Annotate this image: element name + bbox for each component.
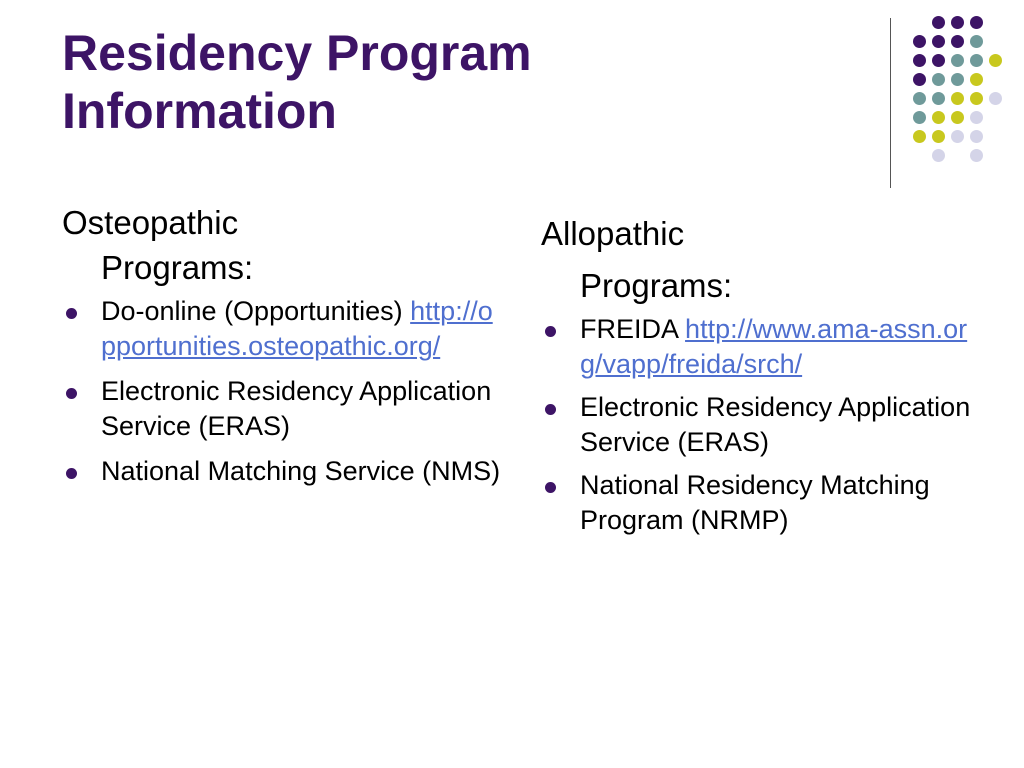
allopathic-heading xyxy=(541,208,981,312)
list-item-text: National Matching Service (NMS) xyxy=(101,456,501,486)
slide-title xyxy=(62,24,862,140)
decorative-dot xyxy=(951,92,964,105)
osteopathic-heading-line-2: Programs: xyxy=(101,249,254,286)
list-item xyxy=(62,294,502,364)
decorative-dot xyxy=(951,130,964,143)
decorative-dot xyxy=(932,54,945,67)
decorative-dot xyxy=(913,130,926,143)
decorative-dot xyxy=(951,54,964,67)
osteopathic-list xyxy=(62,294,502,489)
decorative-dot xyxy=(970,16,983,29)
decorative-dot xyxy=(932,130,945,143)
title-line-2: Information xyxy=(62,83,337,139)
bullet-icon xyxy=(66,468,77,479)
allopathic-column xyxy=(541,208,981,546)
decorative-dot xyxy=(932,111,945,124)
decorative-dot xyxy=(913,54,926,67)
osteopathic-column xyxy=(62,200,502,499)
list-item xyxy=(541,468,981,538)
osteopathic-heading xyxy=(62,200,502,290)
list-item xyxy=(62,454,502,489)
bullet-icon xyxy=(66,388,77,399)
list-item-text: Electronic Residency Application Service (ERAS) xyxy=(101,376,492,441)
decorative-dot xyxy=(970,149,983,162)
bullet-icon xyxy=(66,308,77,319)
decorative-dot xyxy=(989,92,1002,105)
list-item-text: National Residency Matching Program (NRMP) xyxy=(580,470,930,535)
list-item xyxy=(541,312,981,382)
freida-link[interactable]: http://www.ama-assn.org/vapp/freida/srch/ xyxy=(580,314,968,379)
decorative-dot xyxy=(951,73,964,86)
decorative-dot xyxy=(970,54,983,67)
decorative-dot xyxy=(951,35,964,48)
decorative-dot xyxy=(970,35,983,48)
title-divider xyxy=(890,18,891,188)
decorative-dot xyxy=(913,73,926,86)
decorative-dot xyxy=(913,111,926,124)
allopathic-heading-line-2: Programs: xyxy=(580,267,733,304)
osteopathic-heading-line-1: Osteopathic xyxy=(62,204,239,241)
decorative-dot xyxy=(951,111,964,124)
list-item xyxy=(62,374,502,444)
bullet-icon xyxy=(545,482,556,493)
decorative-dot xyxy=(932,35,945,48)
decorative-dot xyxy=(913,35,926,48)
opportunities-link[interactable]: http://opportunities.osteopathic.org/ xyxy=(101,296,493,361)
decorative-dot xyxy=(989,54,1002,67)
decorative-dot xyxy=(970,130,983,143)
list-item-text: Do-online (Opportunities) xyxy=(101,296,403,326)
decorative-dot xyxy=(932,73,945,86)
decorative-dot xyxy=(913,92,926,105)
list-item-text: Electronic Residency Application Service (ERAS) xyxy=(580,392,971,457)
decorative-dot xyxy=(932,149,945,162)
allopathic-list xyxy=(541,312,981,538)
decorative-dot xyxy=(932,92,945,105)
list-item-text: FREIDA xyxy=(580,314,678,344)
allopathic-heading-line-1: Allopathic xyxy=(541,215,685,252)
decorative-dot xyxy=(970,73,983,86)
title-line-1: Residency Program xyxy=(62,25,532,81)
decorative-dot xyxy=(932,16,945,29)
decorative-dot xyxy=(970,92,983,105)
list-item xyxy=(541,390,981,460)
decorative-dot xyxy=(970,111,983,124)
bullet-icon xyxy=(545,404,556,415)
bullet-icon xyxy=(545,326,556,337)
decorative-dot xyxy=(951,16,964,29)
